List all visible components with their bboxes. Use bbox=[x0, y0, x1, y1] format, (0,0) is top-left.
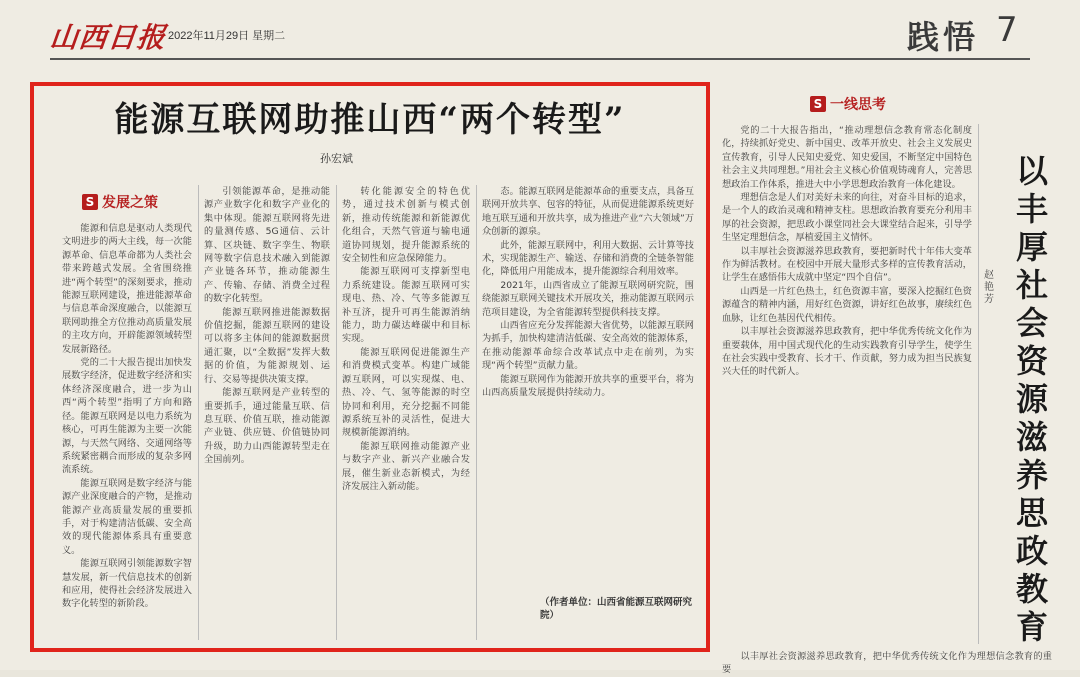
sidebar-article-title: 以丰厚社会资源滋养思政教育 bbox=[1016, 152, 1049, 646]
column-divider bbox=[198, 185, 199, 640]
section-s-icon: S bbox=[82, 194, 98, 210]
sidebar-byline: 赵艳芳 bbox=[984, 270, 994, 305]
article-byline: 孙宏斌 bbox=[320, 152, 353, 165]
paragraph: 转化能源安全的特色优势，通过技术创新与模式创新，推动传统能源和新能源优化组合，天然气管道与输电通道协同规划，提升能源系统的安全韧性和应急保障能力。 bbox=[342, 186, 470, 265]
paragraph: 能源互联网推动能源产业与数字产业、新兴产业融合发展，催生新业态新模式，为经济发展注入新动能。 bbox=[342, 440, 470, 492]
article-column-2 bbox=[204, 185, 330, 642]
article-title: 能源互联网助推山西“两个转型” bbox=[114, 100, 626, 140]
masthead bbox=[0, 0, 1080, 62]
column-divider bbox=[476, 185, 477, 640]
article-column-4 bbox=[482, 185, 694, 590]
sidebar-subhead-label: 一线思考 bbox=[830, 97, 886, 113]
issue-date: 2022年11月29日 星期二 bbox=[168, 30, 286, 42]
paragraph: 能源互联网引领能源数字智慧发展，新一代信息技术的创新和应用，使得社会经济发展进入数字化转型的新阶段。 bbox=[62, 558, 192, 610]
article-column-3 bbox=[342, 185, 470, 642]
article-column-1 bbox=[62, 222, 192, 642]
paragraph: 理想信念是人们对美好未来的向往，对奋斗目标的追求，是一个人的政治灵魂和精神支柱。思想政治教育要充分利用丰厚的社会资源，把思政小课堂同社会大课堂结合起来，引导学生坚定理想信念，厚植爱国主义情怀。 bbox=[722, 192, 972, 244]
sidebar-bottom-line bbox=[722, 650, 1052, 676]
author-affiliation: （作者单位：山西省能源互联网研究院） bbox=[540, 597, 693, 621]
paragraph: 能源互联网是数字经济与能源产业深度融合的产物，是推动能源产业高质量发展的重要抓手，对于构建清洁低碳、安全高效的现代能源体系具有重要意义。 bbox=[62, 477, 192, 556]
column-divider bbox=[336, 185, 337, 640]
section-name: 践悟 bbox=[907, 18, 980, 56]
paragraph: 能源互联网促进能源生产和消费模式变革。构建广域能源互联网，可以实现煤、电、热、冷、气、氢等能源的时空协同和利用，充分挖掘不同能源系统互补的灵活性，促进大规模新能源消纳。 bbox=[342, 346, 470, 439]
paragraph: 能源互联网可支撑新型电力系统建设。能源互联网可实现电、热、冷、气等多能源互补互济，提升可再生能源消纳能力，助力碳达峰碳中和目标实现。 bbox=[342, 266, 470, 345]
sidebar-article-body bbox=[722, 124, 972, 646]
paragraph: 2021年，山西省成立了能源互联网研究院，围绕能源互联网关键技术开展攻关，推动能源互联网示范项目建设，为全省能源转型提供科技支撑。 bbox=[482, 279, 694, 318]
paragraph: 能源互联网作为能源开放共享的重要平台，将为山西高质量发展提供持续动力。 bbox=[482, 373, 694, 399]
paragraph: 能源互联网推进能源数据价值挖掘，能源互联网的建设可以将多主体间的能源数据贯通汇聚，以“全数据”发挥大数据的价值，为能源规划、运行、交易等提供决策支撑。 bbox=[204, 306, 330, 385]
paragraph: 态。能源互联网是能源革命的重要支点，具备互联网开放共享、包容的特征，从而促进能源系统更好地互联互通和开放共享，成为推进产业“六大领域”万众创新的源泉。 bbox=[482, 186, 694, 238]
paragraph: 山西是一片红色热土，红色资源丰富，要深入挖掘红色资源蕴含的精神内涵，用好红色资源，讲好红色故事，赓续红色血脉，让红色基因代代相传。 bbox=[722, 285, 972, 324]
sidebar-subhead bbox=[810, 94, 886, 114]
paragraph: 引领能源革命，是推动能源产业数字化和数字产业化的集中体现。能源互联网将先进的量测传感、5G通信、云计算、区块链、数字孪生、物联网等数字信息技术融入到能源产业链各环节，推动能源生产、传输、存储、消费全过程的数字化转型。 bbox=[204, 186, 330, 305]
paragraph: 能源和信息是驱动人类现代文明进步的两大主线，每一次能源革命、信息革命都为人类社会带来跨越式发展。全省围绕推进“两个转型”的深刻要求，推动能源互联网建设，推进能源革命与信息革命深度融合，以能源互联网助推全方位推动高质量发展的主攻方向，开辟能源领域转型发展新路径。 bbox=[62, 223, 192, 355]
section-s-icon: S bbox=[810, 96, 826, 112]
newspaper-logo: 山西日报 bbox=[48, 21, 168, 54]
paragraph: 以丰厚社会资源滋养思政教育，把中华优秀传统文化作为重要载体，用中国式现代化的生动实践教育引导学生，使学生在社会实践中受教育、长才干、作贡献，努力成为担当民族复兴大任的时代新人。 bbox=[722, 326, 972, 378]
paragraph: 山西省应充分发挥能源大省优势，以能源互联网为抓手，加快构建清洁低碳、安全高效的能源体系，在推动能源革命综合改革试点中走在前列，为实现“两个转型”贡献力量。 bbox=[482, 320, 694, 372]
paragraph: 以丰厚社会资源滋养思政教育，要把新时代十年伟大变革作为鲜活教材。在校园中开展大量形式多样的宣传教育活动，让学生在感悟伟大成就中坚定“四个自信”。 bbox=[722, 245, 972, 284]
masthead-rule bbox=[50, 58, 1030, 60]
column-divider bbox=[978, 124, 979, 644]
article-subhead-label: 发展之策 bbox=[102, 195, 158, 211]
paragraph: 此外，能源互联网中，利用大数据、云计算等技术，实现能源生产、输送、存储和消费的全链条智能化，降低用户用能成本，提升能源综合利用效率。 bbox=[482, 239, 694, 278]
paragraph: 以丰厚社会资源滋养思政教育，把中华优秀传统文化作为理想信念教育的重要 bbox=[722, 651, 1052, 676]
paragraph: 能源互联网是产业转型的重要抓手，通过能量互联、信息互联、价值互联，推动能源产业链、供应链、价值链协同升级，助力山西能源转型走在全国前列。 bbox=[204, 387, 330, 466]
article-subhead bbox=[82, 192, 158, 212]
page-number: 7 bbox=[996, 10, 1018, 50]
paragraph: 党的二十大报告提出加快发展数字经济，促进数字经济和实体经济深度融合，进一步为山西“两个转型”指明了方向和路径。能源互联网是以电力系统为核心，可再生能源为主要一次能源，与天然气网络、交通网络等系统紧密耦合而形成的复杂多网流系统。 bbox=[62, 357, 192, 476]
paragraph: 党的二十大报告指出，“推动理想信念教育常态化制度化，持续抓好党史、新中国史、改革开放史、社会主义发展史宣传教育，引导人民知史爱党、知史爱国，不断坚定中国特色社会主义共同理想。”用社会主义核心价值观铸魂育人，完善思想政治工作体系，推进大中小学思想政治教育一体化建设。 bbox=[722, 125, 972, 190]
